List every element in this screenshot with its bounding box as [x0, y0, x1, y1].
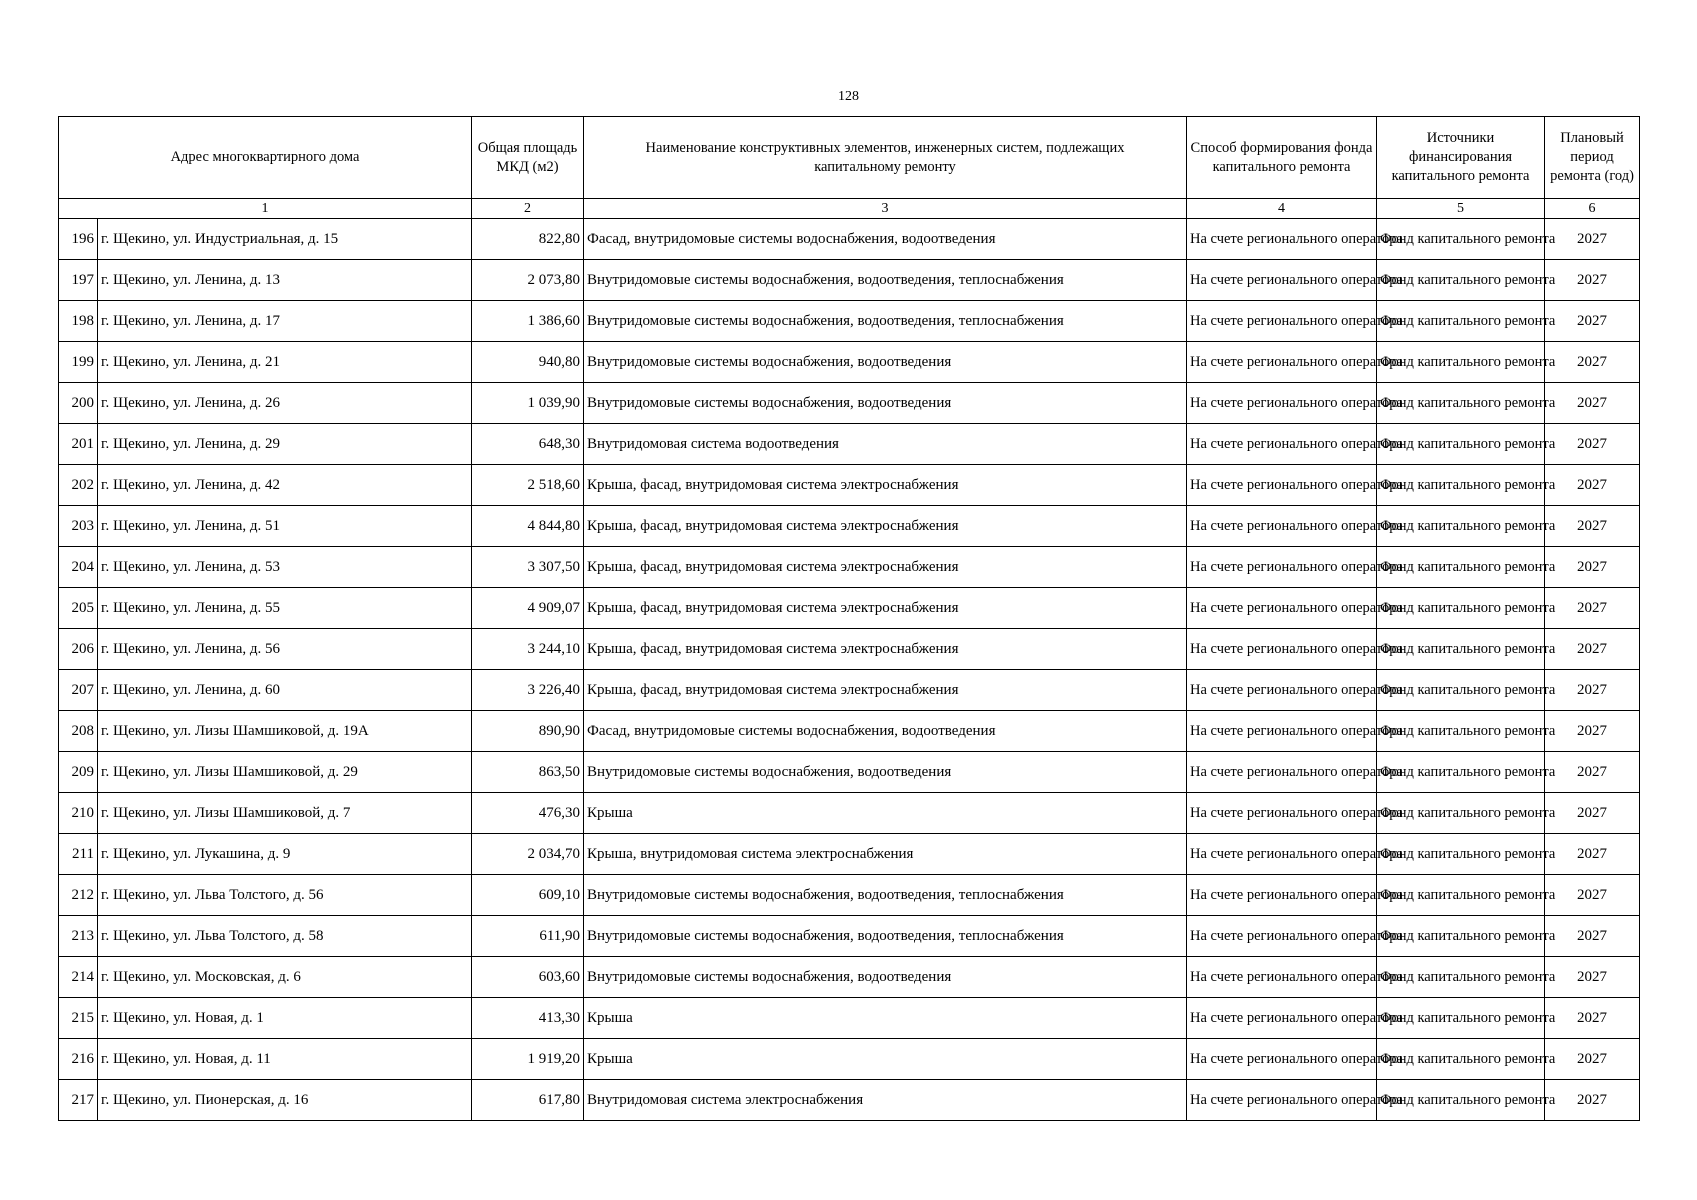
row-funding-source: Фонд капитального ремонта — [1377, 547, 1545, 588]
header-area: Общая площадь МКД (м2) — [472, 117, 584, 199]
row-elements: Внутридомовые системы водоснабжения, водоотведения, теплоснабжения — [584, 875, 1187, 916]
row-area: 822,80 — [472, 219, 584, 260]
row-repair-year: 2027 — [1545, 629, 1640, 670]
row-address: г. Щекино, ул. Пионерская, д. 16 — [98, 1080, 472, 1121]
header-period: Плановый период ремонта (год) — [1545, 117, 1640, 199]
row-fund-method: На счете регионального оператора — [1187, 752, 1377, 793]
row-fund-method: На счете регионального оператора — [1187, 998, 1377, 1039]
row-funding-source: Фонд капитального ремонта — [1377, 424, 1545, 465]
row-address: г. Щекино, ул. Московская, д. 6 — [98, 957, 472, 998]
row-fund-method: На счете регионального оператора — [1187, 424, 1377, 465]
row-elements: Внутридомовые системы водоснабжения, водоотведения, теплоснабжения — [584, 260, 1187, 301]
row-number: 209 — [59, 752, 98, 793]
row-number: 198 — [59, 301, 98, 342]
row-address: г. Щекино, ул. Ленина, д. 13 — [98, 260, 472, 301]
row-elements: Внутридомовая система водоотведения — [584, 424, 1187, 465]
table-row — [59, 506, 1640, 547]
row-number: 197 — [59, 260, 98, 301]
table-row — [59, 260, 1640, 301]
row-fund-method: На счете регионального оператора — [1187, 465, 1377, 506]
row-address: г. Щекино, ул. Лизы Шамшиковой, д. 29 — [98, 752, 472, 793]
table-row — [59, 1080, 1640, 1121]
row-funding-source: Фонд капитального ремонта — [1377, 629, 1545, 670]
row-funding-source: Фонд капитального ремонта — [1377, 793, 1545, 834]
row-number: 212 — [59, 875, 98, 916]
row-address: г. Щекино, ул. Ленина, д. 26 — [98, 383, 472, 424]
row-area: 1 039,90 — [472, 383, 584, 424]
row-funding-source: Фонд капитального ремонта — [1377, 752, 1545, 793]
row-number: 205 — [59, 588, 98, 629]
row-repair-year: 2027 — [1545, 383, 1640, 424]
row-funding-source: Фонд капитального ремонта — [1377, 875, 1545, 916]
row-elements: Внутридомовая система электроснабжения — [584, 1080, 1187, 1121]
row-area: 413,30 — [472, 998, 584, 1039]
row-elements: Внутридомовые системы водоснабжения, водоотведения — [584, 342, 1187, 383]
row-area: 4 909,07 — [472, 588, 584, 629]
row-fund-method: На счете регионального оператора — [1187, 588, 1377, 629]
row-fund-method: На счете регионального оператора — [1187, 547, 1377, 588]
row-number: 210 — [59, 793, 98, 834]
row-fund-method: На счете регионального оператора — [1187, 834, 1377, 875]
column-number: 4 — [1187, 199, 1377, 219]
page-number: 128 — [838, 89, 859, 104]
row-fund-method: На счете регионального оператора — [1187, 219, 1377, 260]
row-number: 206 — [59, 629, 98, 670]
row-elements: Крыша — [584, 998, 1187, 1039]
row-area: 648,30 — [472, 424, 584, 465]
row-address: г. Щекино, ул. Лизы Шамшиковой, д. 7 — [98, 793, 472, 834]
column-number: 5 — [1377, 199, 1545, 219]
row-repair-year: 2027 — [1545, 588, 1640, 629]
row-address: г. Щекино, ул. Льва Толстого, д. 56 — [98, 875, 472, 916]
table-row — [59, 465, 1640, 506]
row-elements: Внутридомовые системы водоснабжения, водоотведения — [584, 957, 1187, 998]
row-repair-year: 2027 — [1545, 711, 1640, 752]
row-fund-method: На счете регионального оператора — [1187, 916, 1377, 957]
row-funding-source: Фонд капитального ремонта — [1377, 998, 1545, 1039]
row-address: г. Щекино, ул. Льва Толстого, д. 58 — [98, 916, 472, 957]
row-address: г. Щекино, ул. Лукашина, д. 9 — [98, 834, 472, 875]
repair-program-table — [58, 116, 1640, 1121]
row-area: 940,80 — [472, 342, 584, 383]
row-repair-year: 2027 — [1545, 260, 1640, 301]
row-number: 211 — [59, 834, 98, 875]
column-number: 2 — [472, 199, 584, 219]
row-fund-method: На счете регионального оператора — [1187, 629, 1377, 670]
row-area: 890,90 — [472, 711, 584, 752]
row-address: г. Щекино, ул. Новая, д. 1 — [98, 998, 472, 1039]
row-area: 603,60 — [472, 957, 584, 998]
row-address: г. Щекино, ул. Ленина, д. 60 — [98, 670, 472, 711]
table-row — [59, 670, 1640, 711]
row-repair-year: 2027 — [1545, 752, 1640, 793]
row-fund-method: На счете регионального оператора — [1187, 670, 1377, 711]
table-row — [59, 793, 1640, 834]
row-elements: Крыша, фасад, внутридомовая система электроснабжения — [584, 629, 1187, 670]
row-number: 196 — [59, 219, 98, 260]
row-elements: Крыша, фасад, внутридомовая система электроснабжения — [584, 547, 1187, 588]
table-row — [59, 219, 1640, 260]
table-row — [59, 875, 1640, 916]
table-row — [59, 588, 1640, 629]
table-row — [59, 301, 1640, 342]
row-funding-source: Фонд капитального ремонта — [1377, 219, 1545, 260]
table-row — [59, 834, 1640, 875]
row-repair-year: 2027 — [1545, 424, 1640, 465]
row-number: 217 — [59, 1080, 98, 1121]
row-address: г. Щекино, ул. Ленина, д. 51 — [98, 506, 472, 547]
row-funding-source: Фонд капитального ремонта — [1377, 342, 1545, 383]
row-funding-source: Фонд капитального ремонта — [1377, 260, 1545, 301]
table-row — [59, 424, 1640, 465]
row-repair-year: 2027 — [1545, 793, 1640, 834]
row-area: 1 919,20 — [472, 1039, 584, 1080]
row-area: 609,10 — [472, 875, 584, 916]
table-row — [59, 752, 1640, 793]
row-number: 215 — [59, 998, 98, 1039]
row-repair-year: 2027 — [1545, 547, 1640, 588]
row-area: 476,30 — [472, 793, 584, 834]
row-address: г. Щекино, ул. Новая, д. 11 — [98, 1039, 472, 1080]
row-area: 2 518,60 — [472, 465, 584, 506]
row-area: 863,50 — [472, 752, 584, 793]
table-row — [59, 547, 1640, 588]
row-fund-method: На счете регионального оператора — [1187, 711, 1377, 752]
row-fund-method: На счете регионального оператора — [1187, 383, 1377, 424]
row-repair-year: 2027 — [1545, 998, 1640, 1039]
row-funding-source: Фонд капитального ремонта — [1377, 383, 1545, 424]
row-funding-source: Фонд капитального ремонта — [1377, 1080, 1545, 1121]
row-elements: Крыша, фасад, внутридомовая система электроснабжения — [584, 588, 1187, 629]
header-address: Адрес многоквартирного дома — [59, 117, 472, 199]
row-funding-source: Фонд капитального ремонта — [1377, 465, 1545, 506]
row-elements: Крыша — [584, 793, 1187, 834]
column-number: 6 — [1545, 199, 1640, 219]
row-elements: Крыша — [584, 1039, 1187, 1080]
row-elements: Внутридомовые системы водоснабжения, водоотведения — [584, 383, 1187, 424]
row-fund-method: На счете регионального оператора — [1187, 301, 1377, 342]
row-fund-method: На счете регионального оператора — [1187, 342, 1377, 383]
row-number: 214 — [59, 957, 98, 998]
table-row — [59, 711, 1640, 752]
row-number: 204 — [59, 547, 98, 588]
table-row — [59, 957, 1640, 998]
row-area: 3 307,50 — [472, 547, 584, 588]
table-row — [59, 998, 1640, 1039]
row-funding-source: Фонд капитального ремонта — [1377, 711, 1545, 752]
row-number: 203 — [59, 506, 98, 547]
row-funding-source: Фонд капитального ремонта — [1377, 916, 1545, 957]
row-funding-source: Фонд капитального ремонта — [1377, 1039, 1545, 1080]
row-address: г. Щекино, ул. Ленина, д. 42 — [98, 465, 472, 506]
row-funding-source: Фонд капитального ремонта — [1377, 301, 1545, 342]
row-area: 2 034,70 — [472, 834, 584, 875]
header-source: Источники финансирования капитального ремонта — [1377, 117, 1545, 199]
row-funding-source: Фонд капитального ремонта — [1377, 670, 1545, 711]
table-row — [59, 916, 1640, 957]
row-area: 611,90 — [472, 916, 584, 957]
header-elements: Наименование конструктивных элементов, инженерных систем, подлежащих капитальному ремонту — [584, 117, 1187, 199]
row-fund-method: На счете регионального оператора — [1187, 1039, 1377, 1080]
row-area: 1 386,60 — [472, 301, 584, 342]
row-repair-year: 2027 — [1545, 1039, 1640, 1080]
table-row — [59, 1039, 1640, 1080]
row-repair-year: 2027 — [1545, 219, 1640, 260]
row-area: 2 073,80 — [472, 260, 584, 301]
row-repair-year: 2027 — [1545, 916, 1640, 957]
row-fund-method: На счете регионального оператора — [1187, 506, 1377, 547]
row-repair-year: 2027 — [1545, 875, 1640, 916]
row-repair-year: 2027 — [1545, 342, 1640, 383]
row-number: 202 — [59, 465, 98, 506]
row-address: г. Щекино, ул. Ленина, д. 21 — [98, 342, 472, 383]
row-elements: Крыша, внутридомовая система электроснабжения — [584, 834, 1187, 875]
row-elements: Крыша, фасад, внутридомовая система электроснабжения — [584, 506, 1187, 547]
row-fund-method: На счете регионального оператора — [1187, 260, 1377, 301]
row-repair-year: 2027 — [1545, 834, 1640, 875]
row-funding-source: Фонд капитального ремонта — [1377, 506, 1545, 547]
table-body — [59, 219, 1640, 1121]
column-number-row — [59, 199, 1640, 219]
row-number: 200 — [59, 383, 98, 424]
row-area: 3 244,10 — [472, 629, 584, 670]
row-repair-year: 2027 — [1545, 301, 1640, 342]
row-address: г. Щекино, ул. Лизы Шамшиковой, д. 19А — [98, 711, 472, 752]
row-area: 617,80 — [472, 1080, 584, 1121]
row-address: г. Щекино, ул. Ленина, д. 55 — [98, 588, 472, 629]
row-number: 213 — [59, 916, 98, 957]
row-area: 3 226,40 — [472, 670, 584, 711]
row-address: г. Щекино, ул. Ленина, д. 53 — [98, 547, 472, 588]
table-row — [59, 383, 1640, 424]
row-elements: Крыша, фасад, внутридомовая система электроснабжения — [584, 465, 1187, 506]
row-repair-year: 2027 — [1545, 506, 1640, 547]
row-repair-year: 2027 — [1545, 957, 1640, 998]
row-number: 216 — [59, 1039, 98, 1080]
table-row — [59, 342, 1640, 383]
row-address: г. Щекино, ул. Ленина, д. 17 — [98, 301, 472, 342]
row-fund-method: На счете регионального оператора — [1187, 1080, 1377, 1121]
row-repair-year: 2027 — [1545, 465, 1640, 506]
row-number: 207 — [59, 670, 98, 711]
row-repair-year: 2027 — [1545, 670, 1640, 711]
table-row — [59, 629, 1640, 670]
row-elements: Внутридомовые системы водоснабжения, водоотведения — [584, 752, 1187, 793]
row-fund-method: На счете регионального оператора — [1187, 875, 1377, 916]
row-elements: Внутридомовые системы водоснабжения, водоотведения, теплоснабжения — [584, 916, 1187, 957]
row-fund-method: На счете регионального оператора — [1187, 793, 1377, 834]
table-header-row — [59, 117, 1640, 199]
row-address: г. Щекино, ул. Ленина, д. 56 — [98, 629, 472, 670]
row-address: г. Щекино, ул. Ленина, д. 29 — [98, 424, 472, 465]
row-repair-year: 2027 — [1545, 1080, 1640, 1121]
row-fund-method: На счете регионального оператора — [1187, 957, 1377, 998]
row-number: 199 — [59, 342, 98, 383]
row-elements: Фасад, внутридомовые системы водоснабжения, водоотведения — [584, 711, 1187, 752]
column-number: 3 — [584, 199, 1187, 219]
row-funding-source: Фонд капитального ремонта — [1377, 957, 1545, 998]
header-method: Способ формирования фонда капитального ремонта — [1187, 117, 1377, 199]
row-elements: Фасад, внутридомовые системы водоснабжения, водоотведения — [584, 219, 1187, 260]
row-number: 201 — [59, 424, 98, 465]
row-area: 4 844,80 — [472, 506, 584, 547]
row-elements: Крыша, фасад, внутридомовая система электроснабжения — [584, 670, 1187, 711]
row-elements: Внутридомовые системы водоснабжения, водоотведения, теплоснабжения — [584, 301, 1187, 342]
row-funding-source: Фонд капитального ремонта — [1377, 834, 1545, 875]
row-number: 208 — [59, 711, 98, 752]
row-address: г. Щекино, ул. Индустриальная, д. 15 — [98, 219, 472, 260]
column-number: 1 — [59, 199, 472, 219]
row-funding-source: Фонд капитального ремонта — [1377, 588, 1545, 629]
